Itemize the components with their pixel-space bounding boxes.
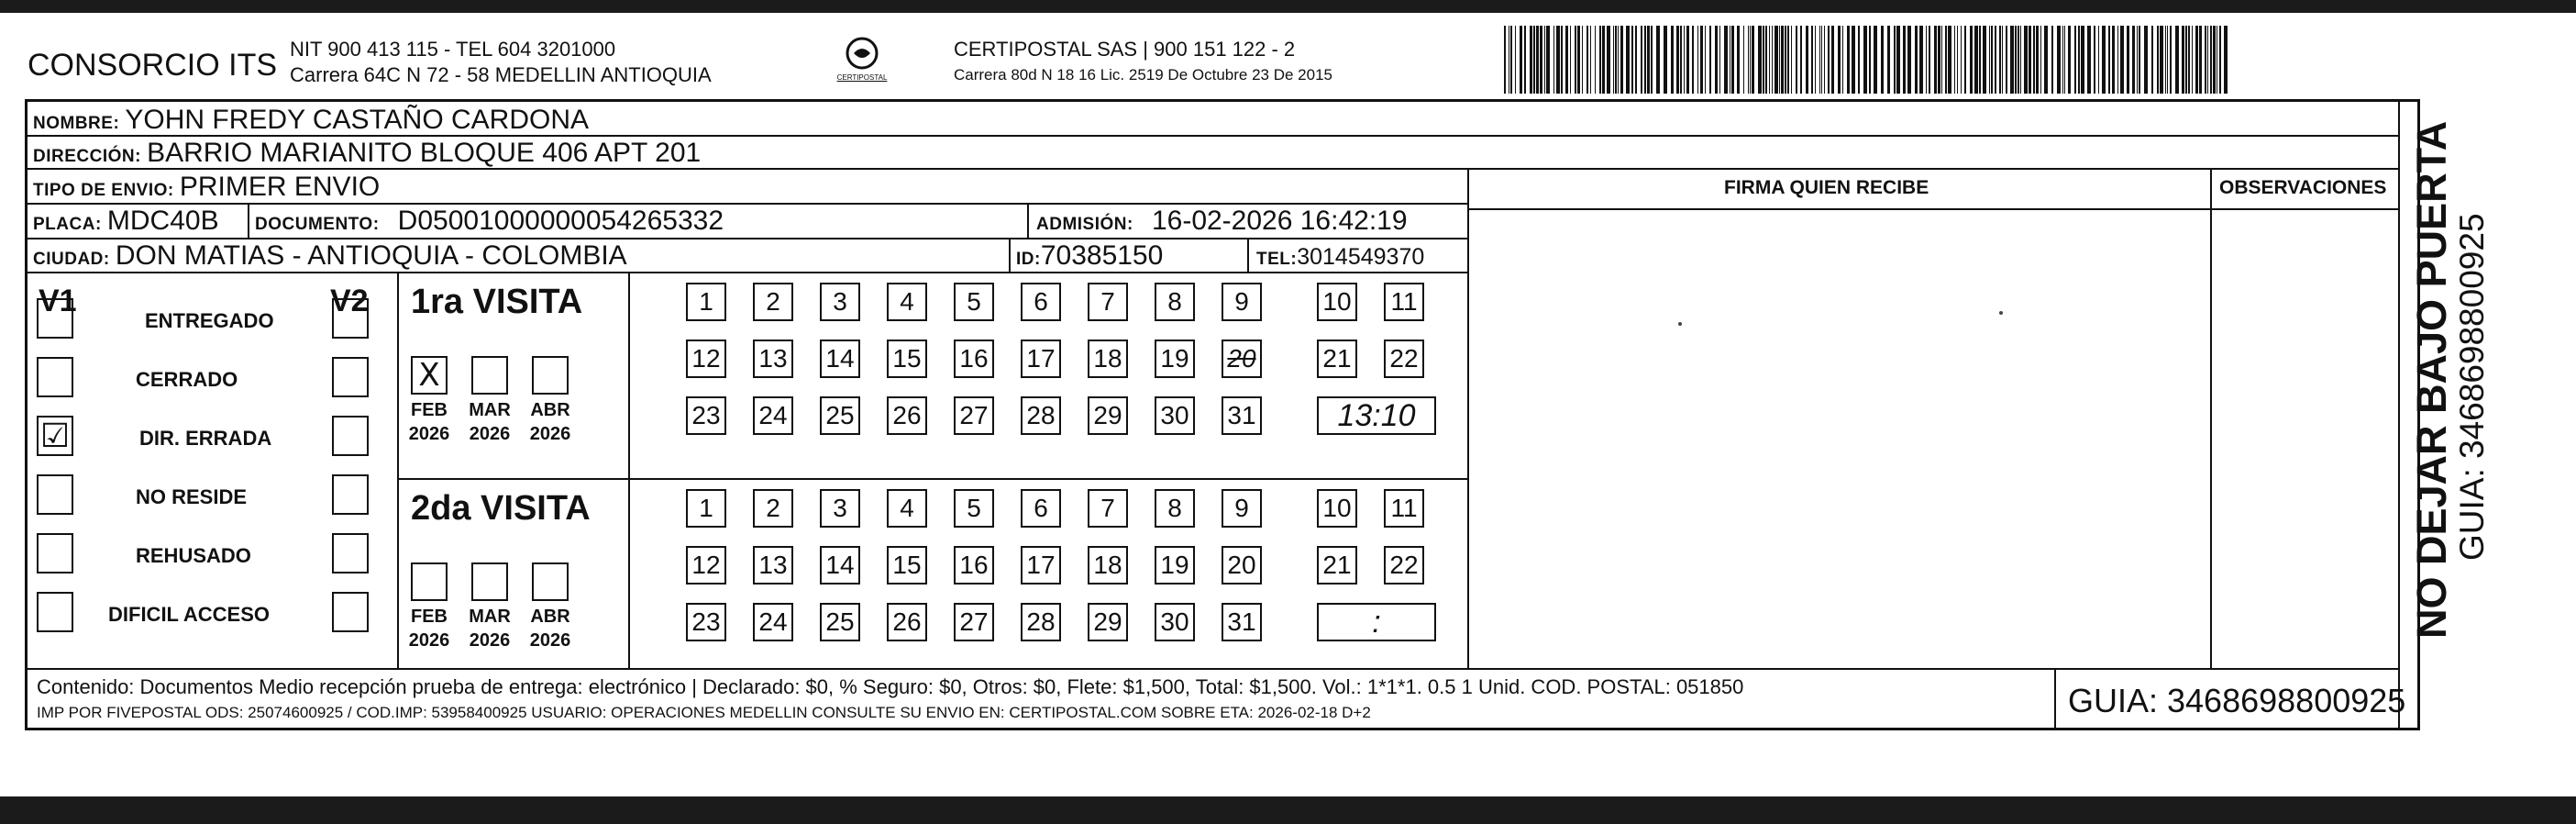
day-checkbox[interactable]: 23 — [686, 603, 726, 641]
v1-checkbox[interactable] — [37, 592, 73, 632]
admision-value: 16-02-2026 16:42:19 — [1151, 206, 1408, 236]
month-label — [523, 605, 578, 652]
company-name: CONSORCIO ITS — [28, 48, 278, 83]
day-checkbox[interactable]: 31 — [1222, 603, 1262, 641]
v1-checkbox[interactable] — [37, 474, 73, 515]
day-checkbox[interactable]: 15 — [887, 340, 927, 378]
day-checkbox[interactable]: 19 — [1155, 340, 1195, 378]
side-guia: GUIA: 3468698800925 — [2453, 213, 2491, 561]
row-divider — [1467, 208, 2398, 210]
footer-content-line: Contenido: Documentos Medio recepción prueba de entrega: electrónico | Declarado: $0, % Seguro: $0, Otros: $0, Flete: $1,500, Total: $1,500. Vol.: 1*1*1. 0.5 1 Unid. COD. POSTAL: 051850 — [37, 675, 1744, 698]
tipo-value: PRIMER ENVIO — [179, 172, 381, 202]
tipo-label: TIPO DE ENVIO: — [33, 181, 174, 200]
visit-title: 1ra VISITA — [411, 283, 583, 321]
month-year: 2026 — [469, 630, 511, 651]
day-checkbox[interactable]: 22 — [1384, 546, 1424, 585]
day-checkbox[interactable]: 14 — [820, 340, 860, 378]
cell-divider — [248, 203, 249, 238]
v2-checkbox[interactable] — [332, 474, 369, 515]
reason-label: NO RESIDE — [136, 485, 248, 508]
v2-checkbox[interactable] — [332, 357, 369, 397]
tel-value: 3014549370 — [1297, 244, 1425, 270]
day-checkbox[interactable]: 18 — [1088, 340, 1128, 378]
logo-text: CERTIPOSTAL — [836, 73, 888, 82]
month-year: 2026 — [469, 424, 511, 444]
address-line: Carrera 64C N 72 - 58 MEDELLIN ANTIOQUIA — [290, 63, 712, 86]
month-checkbox[interactable] — [471, 562, 508, 601]
cell-divider — [1027, 203, 1029, 238]
month-name: FEB — [411, 400, 448, 420]
documento-label: DOCUMENTO: — [255, 215, 380, 234]
cell-divider — [1247, 238, 1249, 272]
row-divider — [28, 272, 1467, 273]
day-checkbox[interactable]: 7 — [1088, 283, 1128, 321]
day-checkbox[interactable]: 4 — [887, 489, 927, 528]
nombre-field — [33, 105, 589, 136]
month-checkbox[interactable] — [411, 562, 448, 601]
side-divider — [2398, 102, 2400, 730]
day-checkbox[interactable]: 10 — [1317, 283, 1357, 321]
month-label — [523, 398, 578, 446]
day-checkbox[interactable]: 28 — [1021, 396, 1061, 435]
day-checkbox[interactable]: 27 — [954, 396, 994, 435]
month-name: MAR — [469, 400, 511, 420]
day-checkbox[interactable]: 5 — [954, 489, 994, 528]
observaciones-header: OBSERVACIONES — [2219, 177, 2387, 198]
cell-divider — [1009, 238, 1011, 272]
documento-field — [255, 206, 724, 237]
day-checkbox[interactable]: 5 — [954, 283, 994, 321]
month-checkbox[interactable] — [532, 356, 569, 395]
company-info — [290, 37, 712, 88]
ciudad-field — [33, 240, 627, 272]
day-checkbox[interactable]: 23 — [686, 396, 726, 435]
month-name: ABR — [530, 400, 570, 420]
nombre-label: NOMBRE: — [33, 114, 120, 133]
no-dejar-notice: NO DEJAR BAJO PUERTA — [2408, 120, 2455, 639]
top-edge-bar — [0, 0, 2576, 13]
row-divider — [397, 478, 1467, 480]
day-checkbox[interactable]: 14 — [820, 546, 860, 585]
row-divider — [28, 238, 1467, 239]
v1-checkbox[interactable] — [37, 357, 73, 397]
ciudad-label: CIUDAD: — [33, 250, 110, 269]
v2-checkbox[interactable] — [332, 533, 369, 573]
ciudad-value: DON MATIAS - ANTIOQUIA - COLOMBIA — [115, 240, 627, 271]
day-checkbox[interactable]: 27 — [954, 603, 994, 641]
month-checkbox[interactable] — [471, 356, 508, 395]
day-checkbox[interactable]: 6 — [1021, 489, 1061, 528]
nit-line: NIT 900 413 115 - TEL 604 3201000 — [290, 38, 616, 61]
id-field — [1016, 240, 1163, 272]
day-checkbox[interactable]: 9 — [1222, 283, 1262, 321]
cell-divider — [397, 272, 399, 668]
speck — [1678, 322, 1682, 326]
tel-label: TEL: — [1256, 250, 1298, 269]
day-checkbox[interactable]: 21 — [1317, 546, 1357, 585]
day-checkbox[interactable]: 24 — [753, 603, 793, 641]
delivery-form — [25, 99, 2491, 730]
cell-divider — [628, 272, 630, 668]
admision-field — [1036, 206, 1408, 237]
day-checkbox[interactable]: 6 — [1021, 283, 1061, 321]
direccion-field — [33, 138, 701, 169]
day-checkbox[interactable]: 30 — [1155, 396, 1195, 435]
day-checkbox[interactable]: 3 — [820, 489, 860, 528]
v1-checkbox[interactable] — [37, 533, 73, 573]
day-checkbox[interactable]: 12 — [686, 546, 726, 585]
v2-checkbox[interactable] — [332, 592, 369, 632]
certipostal-line1: CERTIPOSTAL SAS | 900 151 122 - 2 — [954, 38, 1296, 61]
month-year: 2026 — [529, 630, 571, 651]
col-divider — [1467, 168, 1469, 668]
day-checkbox[interactable]: 24 — [753, 396, 793, 435]
day-checkbox[interactable]: 26 — [887, 396, 927, 435]
footer-divider — [28, 668, 2398, 670]
day-checkbox[interactable]: 30 — [1155, 603, 1195, 641]
tipo-field — [33, 172, 380, 203]
month-checkbox[interactable]: Ⅹ — [411, 356, 448, 395]
visit-title: 2da VISITA — [411, 489, 591, 528]
day-checkbox[interactable]: 29 — [1088, 603, 1128, 641]
day-checkbox[interactable]: 22 — [1384, 340, 1424, 378]
day-checkbox[interactable]: 8 — [1155, 489, 1195, 528]
day-checkbox[interactable]: 11 — [1384, 283, 1424, 321]
day-checkbox[interactable]: 20 — [1222, 546, 1262, 585]
reason-label: DIFICIL ACCESO — [108, 603, 271, 626]
day-checkbox[interactable]: 11 — [1384, 489, 1424, 528]
footer-guia: GUIA: 3468698800925 — [2068, 682, 2406, 719]
reason-label: ENTREGADO — [145, 309, 274, 332]
day-checkbox[interactable]: 13 — [753, 340, 793, 378]
v1-checkbox[interactable]: ☑ — [37, 416, 73, 456]
day-checkbox[interactable]: 26 — [887, 603, 927, 641]
certipostal-line2: Carrera 80d N 18 16 Lic. 2519 De Octubre 23 De 2015 — [954, 66, 1332, 84]
v2-header: V2 — [330, 284, 369, 318]
v1-header: V1 — [39, 284, 77, 318]
v2-checkbox[interactable] — [332, 298, 369, 339]
reason-label: CERRADO — [136, 368, 238, 391]
month-label — [402, 398, 457, 446]
day-checkbox[interactable]: 8 — [1155, 283, 1195, 321]
day-checkbox[interactable]: 9 — [1222, 489, 1262, 528]
month-year: 2026 — [408, 630, 450, 651]
day-checkbox[interactable]: 13 — [753, 546, 793, 585]
day-checkbox[interactable]: 10 — [1317, 489, 1357, 528]
placa-field — [33, 206, 219, 237]
admision-label: ADMISIÓN: — [1036, 215, 1133, 234]
day-checkbox[interactable]: 18 — [1088, 546, 1128, 585]
documento-value: D05001000000054265332 — [397, 206, 724, 236]
direccion-value: BARRIO MARIANITO BLOQUE 406 APT 201 — [147, 138, 702, 168]
barcode — [1504, 26, 2228, 94]
nombre-value: YOHN FREDY CASTAÑO CARDONA — [125, 105, 590, 135]
month-name: ABR — [530, 607, 570, 627]
day-checkbox[interactable]: 1 — [686, 283, 726, 321]
month-label — [462, 605, 517, 652]
speck — [1999, 311, 2003, 315]
certipostal-info — [954, 37, 1332, 88]
cell-divider — [2054, 668, 2056, 730]
direccion-label: DIRECCIÓN: — [33, 147, 141, 166]
day-checkbox[interactable]: 16 — [954, 546, 994, 585]
id-value: 70385150 — [1040, 240, 1164, 271]
day-checkbox[interactable]: 12 — [686, 340, 726, 378]
bottom-edge-bar — [0, 796, 2576, 824]
time-field[interactable]: : — [1317, 603, 1436, 641]
day-checkbox[interactable]: 7 — [1088, 489, 1128, 528]
day-checkbox[interactable]: 28 — [1021, 603, 1061, 641]
day-checkbox[interactable]: 21 — [1317, 340, 1357, 378]
v1-checkbox[interactable] — [37, 298, 73, 339]
id-label: ID: — [1016, 250, 1041, 269]
day-checkbox[interactable]: 3 — [820, 283, 860, 321]
month-year: 2026 — [529, 424, 571, 444]
placa-label: PLACA: — [33, 215, 102, 234]
day-checkbox[interactable]: 15 — [887, 546, 927, 585]
day-checkbox[interactable]: 20 — [1222, 340, 1262, 378]
certipostal-logo — [830, 33, 894, 99]
day-checkbox[interactable]: 17 — [1021, 546, 1061, 585]
day-checkbox[interactable]: 31 — [1222, 396, 1262, 435]
day-checkbox[interactable]: 4 — [887, 283, 927, 321]
day-checkbox[interactable]: 2 — [753, 489, 793, 528]
placa-value: MDC40B — [106, 206, 219, 236]
day-checkbox[interactable]: 1 — [686, 489, 726, 528]
month-label — [402, 605, 457, 652]
day-checkbox[interactable]: 16 — [954, 340, 994, 378]
reason-label: REHUSADO — [136, 544, 251, 567]
footer-print-line: IMP POR FIVEPOSTAL ODS: 25074600925 / COD.IMP: 53958400925 USUARIO: OPERACIONES MEDELLIN CONSULTE SU ENVIO EN: CERTIPOSTAL.COM SOBRE ETA: 2026-02-18 D+2 — [37, 704, 1371, 721]
day-checkbox[interactable]: 25 — [820, 603, 860, 641]
month-checkbox[interactable] — [532, 562, 569, 601]
day-checkbox[interactable]: 17 — [1021, 340, 1061, 378]
month-name: MAR — [469, 607, 511, 627]
tel-field — [1256, 244, 1424, 271]
day-checkbox[interactable]: 29 — [1088, 396, 1128, 435]
day-checkbox[interactable]: 2 — [753, 283, 793, 321]
month-label — [462, 398, 517, 446]
row-divider — [28, 203, 1467, 205]
col-divider — [2210, 168, 2212, 668]
month-name: FEB — [411, 607, 448, 627]
firma-header: FIRMA QUIEN RECIBE — [1724, 177, 1929, 198]
day-checkbox[interactable]: 25 — [820, 396, 860, 435]
v2-checkbox[interactable] — [332, 416, 369, 456]
month-year: 2026 — [408, 424, 450, 444]
time-field[interactable]: 13:10 — [1317, 396, 1436, 435]
day-checkbox[interactable]: 19 — [1155, 546, 1195, 585]
reason-label: DIR. ERRADA — [139, 427, 272, 450]
